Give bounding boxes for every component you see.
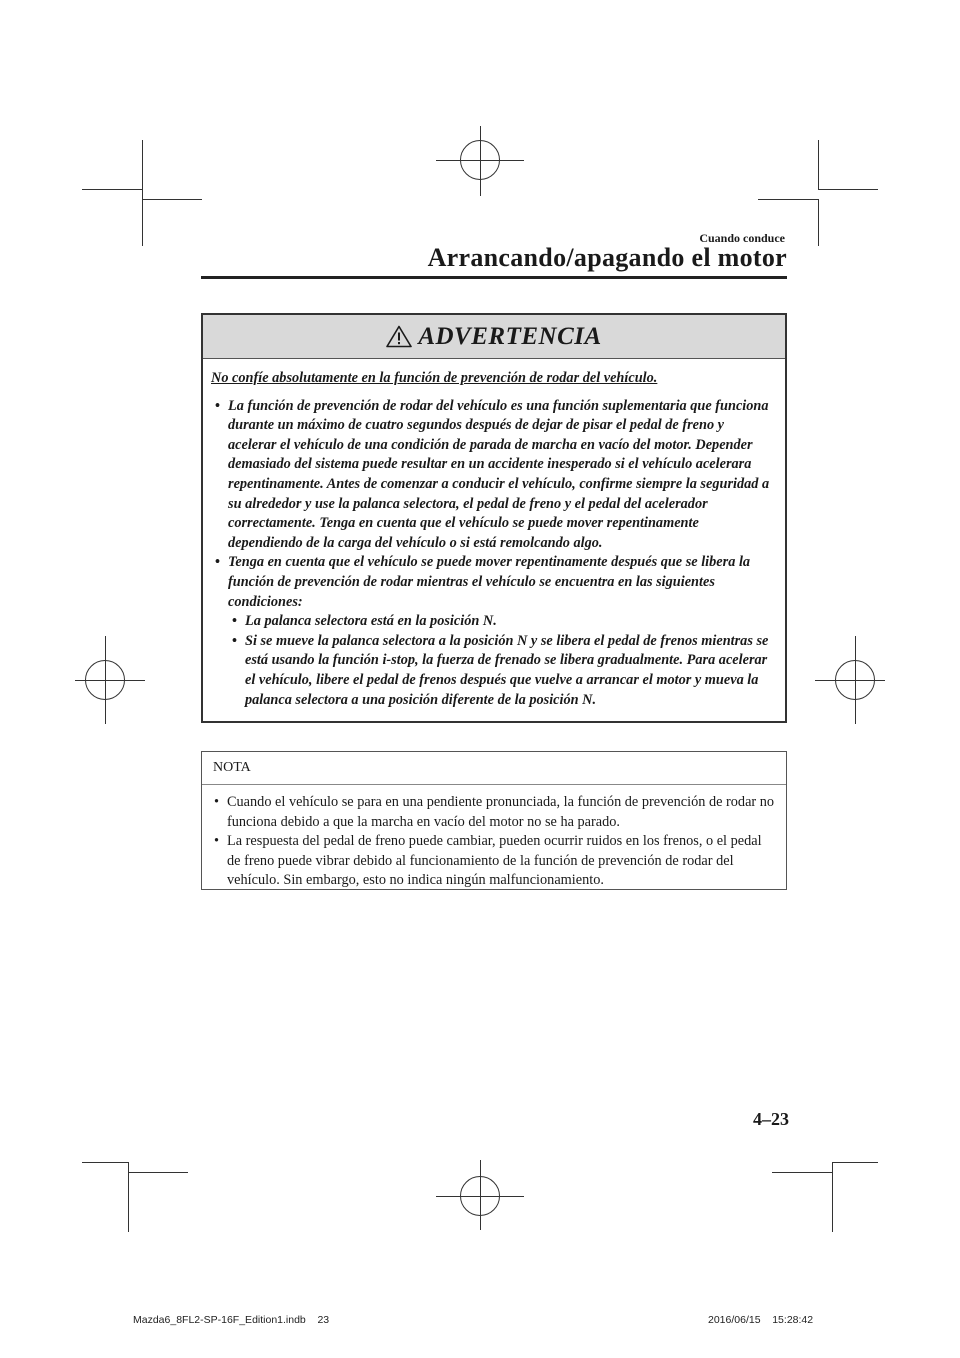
page-number: 4–23 (753, 1109, 789, 1129)
page-title: Arrancando/apagando el motor (427, 243, 787, 272)
warning-sub-bullet (211, 612, 771, 632)
note-bullet (210, 793, 776, 832)
bullet-mark: • (232, 613, 238, 630)
bullet-mark: • (215, 554, 221, 571)
warning-title: ADVERTENCIA (418, 322, 602, 350)
warning-bullet-text: La función de prevención de rodar del vehículo es una función suplementaria que funciona durante un máximo de cuatro segundos después de dejar de pisar el pedal de freno y acelerar el vehículo de una condición de parada de marcha en vacío del motor. Depender demasiado del sistema puede resultar en un accidente inesperado si el vehículo acelerara repentinamente. Antes de comenzar a conducir el vehículo, confirme siempre la seguridad a su alrededor y use la palanca selectora, el pedal de freno y el pedal del acelerador correctamente. Tenga en cuenta que el vehículo se puede mover repentinamente dependiendo de la carga del vehículo o si está remolcando algo. (228, 397, 770, 551)
warning-lead: No confíe absolutamente en la función de prevención de rodar del vehículo. (211, 370, 658, 386)
warning-sub-bullet-text: La palanca selectora está en la posición N. (245, 613, 497, 630)
bullet-mark: • (232, 632, 238, 649)
warning-bullet (211, 397, 771, 554)
section-label: Cuando conduce (699, 231, 785, 245)
warning-triangle-icon (386, 325, 412, 348)
warning-header (203, 315, 785, 359)
warning-bullet-text: Tenga en cuenta que el vehículo se puede mover repentinamente después que se libera la función de prevención de rodar mientras el vehículo se encuentra en las siguientes condiciones: (228, 554, 751, 610)
warning-sub-bullet-text: Si se mueve la palanca selectora a la posición N y se libera el pedal de frenos mientras se está usando la función i-stop, la fuerza de frenado se libera gradualmente. Para acelerar el vehículo, libere el pedal de frenos después que vuelve a arrancar el motor y mueva la palanca selectora a una posición diferente de la posición N. (245, 632, 769, 708)
warning-box (201, 313, 787, 723)
footer-timestamp: 2016/06/15 15:28:42 (708, 1314, 814, 1326)
note-box (201, 751, 787, 890)
footer-file-info: Mazda6_8FL2-SP-16F_Edition1.indb 23 (133, 1314, 330, 1326)
warning-sub-bullet (211, 632, 771, 710)
header-divider (201, 276, 787, 279)
note-body (202, 785, 786, 891)
warning-body (203, 359, 785, 710)
warning-bullet (211, 553, 771, 612)
bullet-mark: • (215, 397, 221, 414)
bullet-mark: • (214, 833, 220, 850)
bullet-mark: • (214, 794, 220, 810)
note-title: NOTA (213, 760, 251, 775)
note-bullet-text: La respuesta del pedal de freno puede cambiar, pueden ocurrir ruidos en los frenos, o el pedal de freno puede vibrar debido al funcionamiento de la función de prevención de rodar del vehículo. Sin embargo, esto no indica ningún malfuncionamiento. (227, 833, 762, 889)
note-bullet (210, 832, 776, 891)
note-bullet-text: Cuando el vehículo se para en una pendiente pronunciada, la función de prevención de rodar no funciona debido a que la marcha en vacío del motor no se ha parado. (227, 794, 775, 830)
note-header (202, 752, 786, 785)
